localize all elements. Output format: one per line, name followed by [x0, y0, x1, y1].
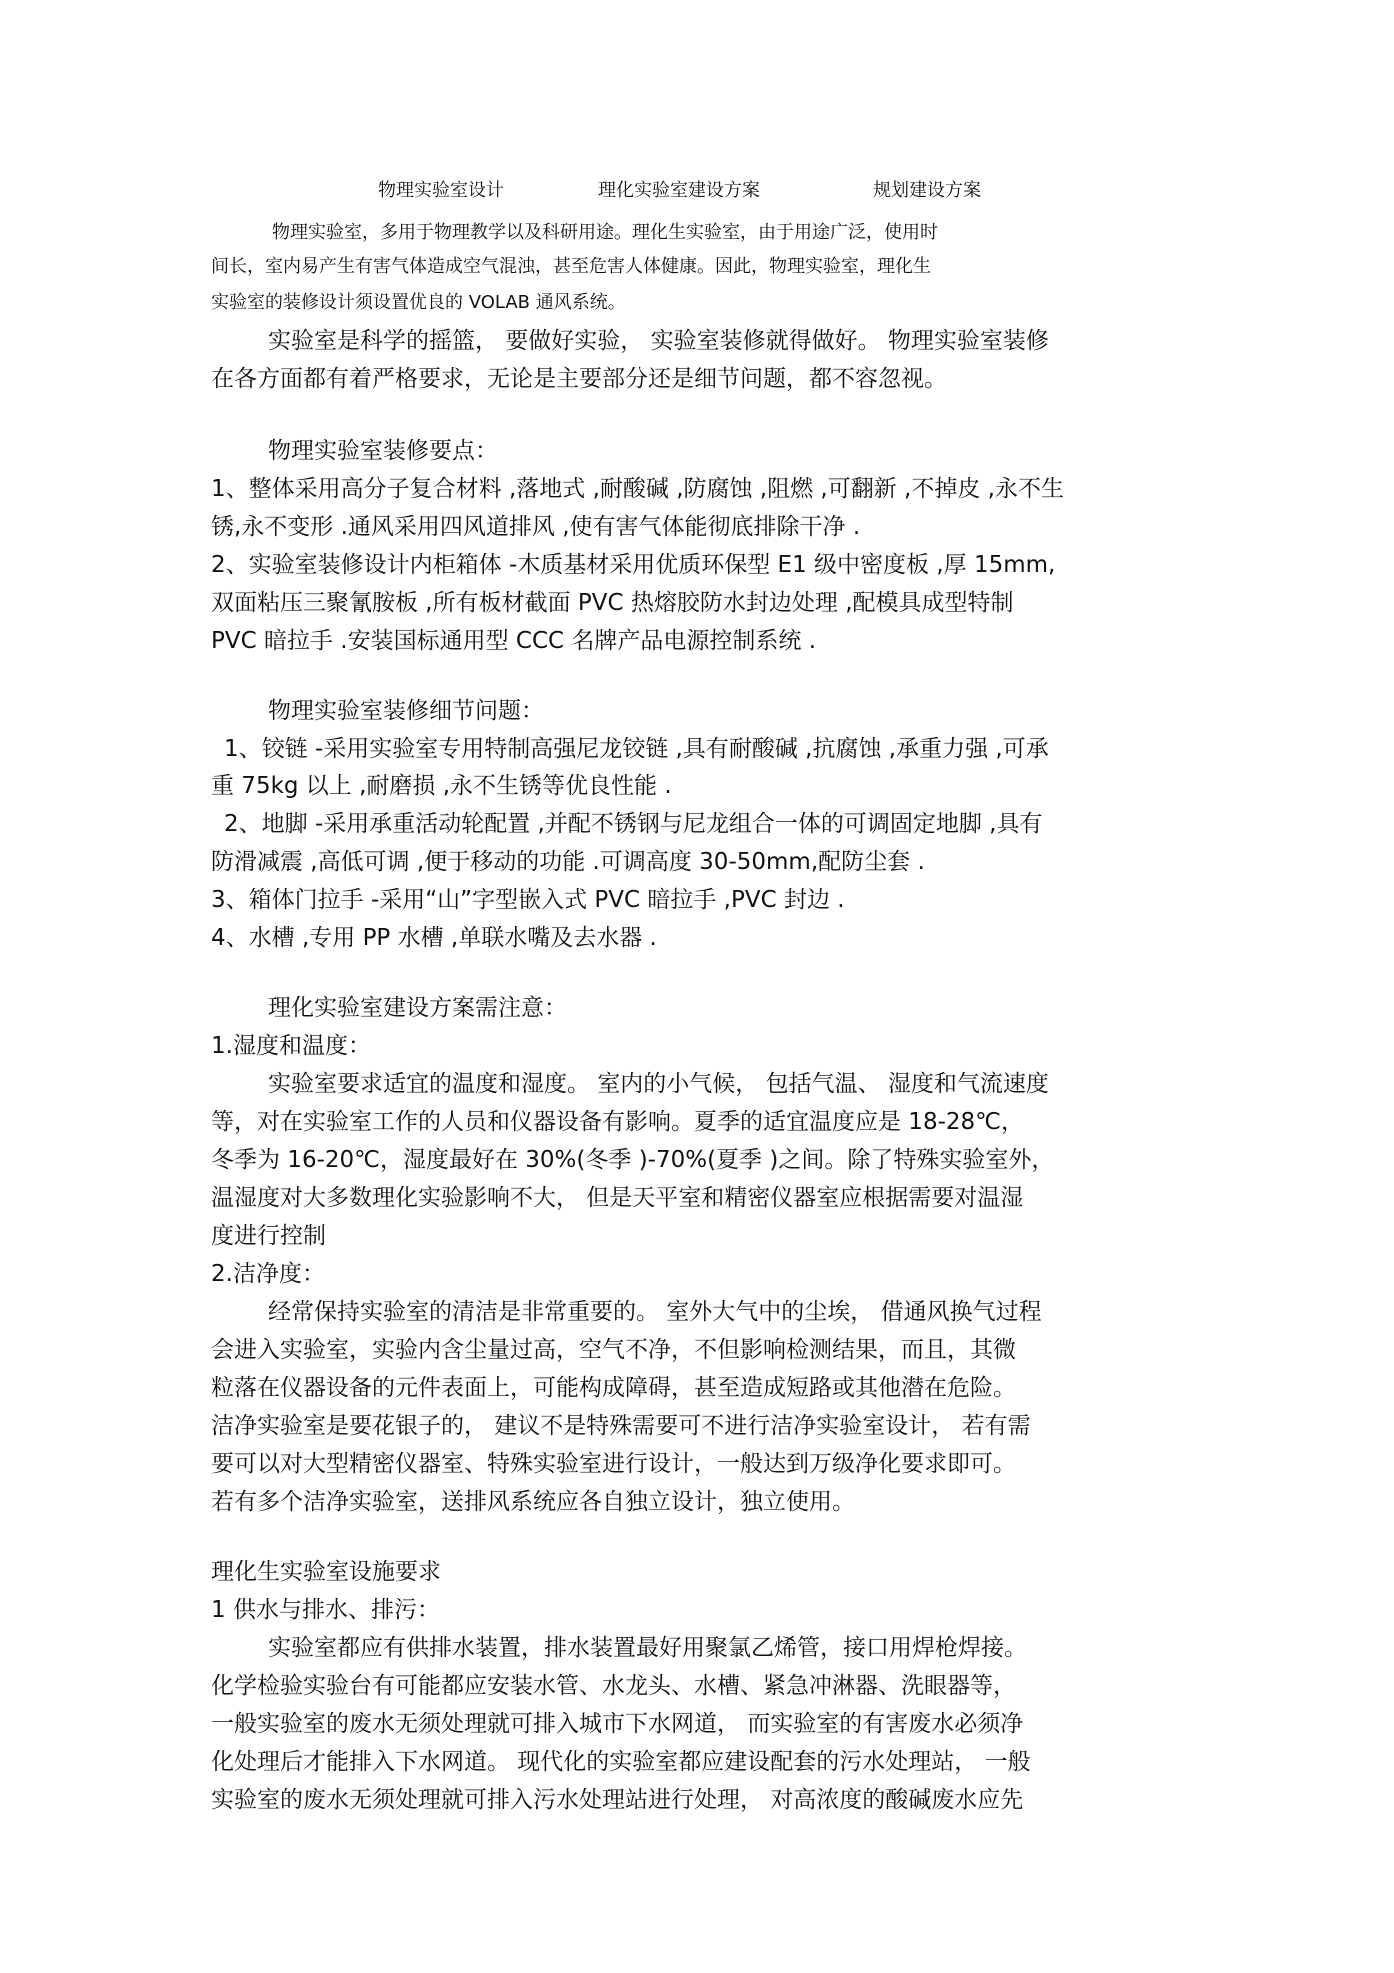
body-line: 经常保持实验室的清洁是非常重要的。 室外大气中的尘埃， 借通风换气过程: [268, 1299, 1042, 1325]
body-line: 在各方面都有着严格要求，无论是主要部分还是细节问题，都不容忽视。: [211, 366, 947, 392]
body-line: 3、箱体门拉手 -采用“山”字型嵌入式 PVC 暗拉手 ,PVC 封边 .: [211, 887, 845, 913]
body-line: 化学检验实验台有可能都应安装水管、水龙头、水槽、紧急冲淋器、洗眼器等，: [211, 1673, 1016, 1699]
heading-planning-plan: 规划建设方案: [873, 180, 981, 201]
section-heading: 物理实验室装修细节问题：: [268, 698, 544, 724]
subsection-heading: 2.洁净度：: [211, 1261, 325, 1287]
body-line: 4、水槽 ,专用 PP 水槽 ,单联水嘴及去水器 .: [211, 925, 657, 951]
body-line: 洁净实验室是要花银子的， 建议不是特殊需要可不进行洁净实验室设计， 若有需: [211, 1413, 1031, 1439]
section-heading: 物理实验室装修要点：: [268, 438, 498, 464]
intro-line: 实验室的装修设计须设置优良的 VOLAB 通风系统。: [211, 292, 626, 313]
body-line: 实验室都应有供排水装置，排水装置最好用聚氯乙烯管，接口用焊枪焊接。: [268, 1635, 1027, 1661]
body-line: 温湿度对大多数理化实验影响不大， 但是天平室和精密仪器室应根据需要对温湿: [211, 1185, 1024, 1211]
body-line: 双面粘压三聚氰胺板 ,所有板材截面 PVC 热熔胶防水封边处理 ,配模具成型特制: [211, 590, 1014, 616]
body-line: 实验室的废水无须处理就可排入污水处理站进行处理， 对高浓度的酸碱废水应先: [211, 1787, 1024, 1813]
body-line: 度进行控制: [211, 1223, 326, 1249]
heading-lab-construction-plan: 理化实验室建设方案: [598, 180, 760, 201]
subsection-heading: 1.湿度和温度：: [211, 1033, 371, 1059]
section-heading: 理化生实验室设施要求: [211, 1559, 441, 1585]
body-line: 2、实验室装修设计内柜箱体 -木质基材采用优质环保型 E1 级中密度板 ,厚 15mm,: [211, 552, 1056, 578]
subsection-heading: 1 供水与排水、排污：: [211, 1597, 440, 1623]
body-line: 实验室要求适宜的温度和湿度。 室内的小气候， 包括气温、 湿度和气流速度: [268, 1071, 1049, 1097]
body-line: 1、铰链 -采用实验室专用特制高强尼龙铰链 ,具有耐酸碱 ,抗腐蚀 ,承重力强 ,可承: [224, 736, 1049, 762]
body-line: PVC 暗拉手 .安装国标通用型 CCC 名牌产品电源控制系统 .: [211, 628, 817, 654]
intro-line: 物理实验室，多用于物理教学以及科研用途。理化生实验室，由于用途广泛，使用时: [272, 222, 938, 243]
body-line: 若有多个洁净实验室，送排风系统应各自独立设计，独立使用。: [211, 1489, 855, 1515]
body-line: 会进入实验室，实验内含尘量过高，空气不净，不但影响检测结果，而且，其微: [211, 1337, 1016, 1363]
body-line: 粒落在仪器设备的元件表面上，可能构成障碍，甚至造成短路或其他潜在危险。: [211, 1375, 1016, 1401]
body-line: 要可以对大型精密仪器室、特殊实验室进行设计，一般达到万级净化要求即可。: [211, 1451, 1016, 1477]
body-line: 冬季为 16-20℃，湿度最好在 30%(冬季 )-70%(夏季 )之间。除了特殊实验室外，: [211, 1147, 1055, 1173]
body-line: 2、地脚 -采用承重活动轮配置 ,并配不锈钢与尼龙组合一体的可调固定地脚 ,具有: [224, 811, 1043, 837]
body-line: 一般实验室的废水无须处理就可排入城市下水网道， 而实验室的有害废水必须净: [211, 1711, 1024, 1737]
section-heading: 理化实验室建设方案需注意：: [268, 995, 567, 1021]
body-line: 化处理后才能排入下水网道。 现代化的实验室都应建设配套的污水处理站， 一般: [211, 1749, 1031, 1775]
body-line: 实验室是科学的摇篮， 要做好实验， 实验室装修就得做好。 物理实验室装修: [268, 328, 1049, 354]
body-line: 防滑减震 ,高低可调 ,便于移动的功能 .可调高度 30-50mm,配防尘套 .: [211, 849, 925, 875]
heading-physics-lab-design: 物理实验室设计: [378, 180, 504, 201]
body-line: 重 75kg 以上 ,耐磨损 ,永不生锈等优良性能 .: [211, 773, 672, 799]
intro-line: 间长，室内易产生有害气体造成空气混浊，甚至危害人体健康。因此，物理实验室，理化生: [211, 256, 931, 277]
body-line: 锈,永不变形 .通风采用四风道排风 ,使有害气体能彻底排除干净 .: [211, 514, 861, 540]
body-line: 1、整体采用高分子复合材料 ,落地式 ,耐酸碱 ,防腐蚀 ,阻燃 ,可翻新 ,不掉皮 ,永不生: [211, 476, 1064, 502]
body-line: 等，对在实验室工作的人员和仪器设备有影响。夏季的适宜温度应是 18-28℃，: [211, 1109, 1024, 1135]
